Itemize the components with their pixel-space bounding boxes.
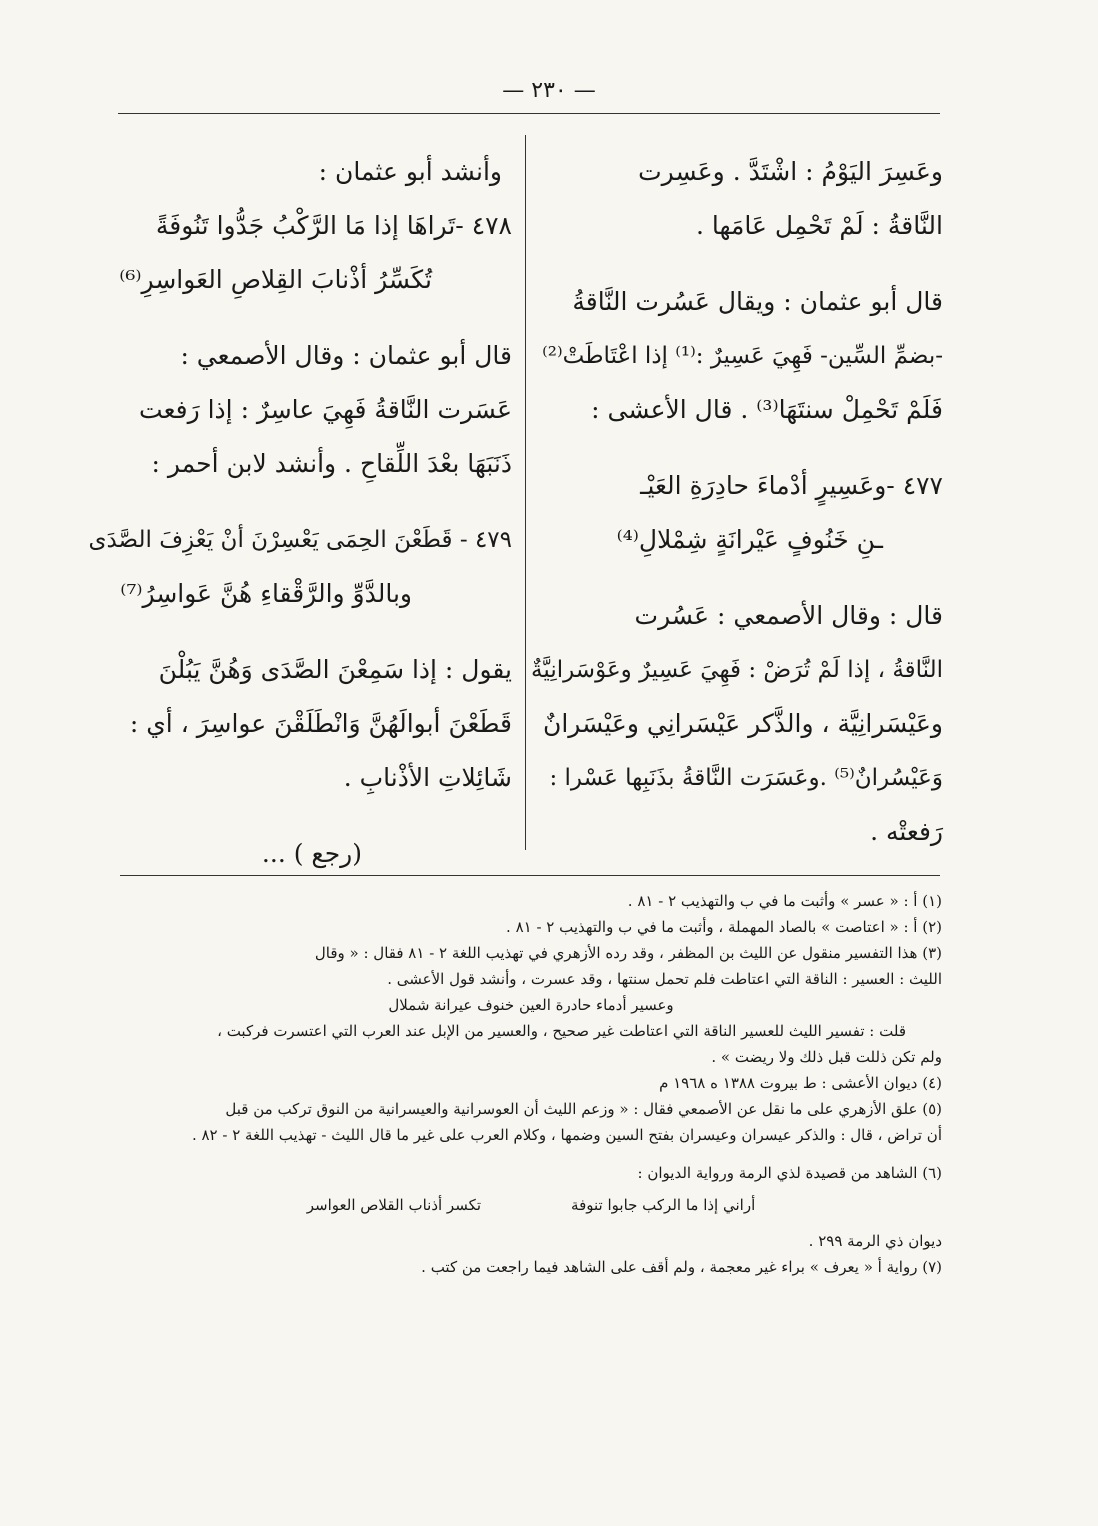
text-line: قال أبو عثمان : وقال الأصمعي : (180, 341, 512, 370)
footnote: (٤) ديوان الأعشى : ط بيروت ١٣٨٨ ه ١٩٦٨ م (659, 1074, 942, 1092)
spacer (120, 805, 512, 827)
footnote: (١) أ : « عسر » وأثبت ما في ب والتهذيب ٢ - ٨١ . (627, 892, 942, 910)
verse-line: تُكَسِّرُ أذْنابَ القِلاصِ العَواسِرِ⁽⁶⁾ (119, 265, 432, 294)
text-line: عَسَرت النَّاقةُ فَهِيَ عاسِرٌ : إذا رَفعت (139, 395, 512, 424)
footnotes (120, 888, 942, 1280)
verse-line: ٤٧٨ -تَراهَا إذا مَا الرَّكْبُ جَدُّوا تَنُوفَةً (155, 211, 512, 240)
footnote-continuation: ولم تكن ذللت قبل ذلك ولا ريضت » . (711, 1048, 942, 1066)
text-line: النَّاقةُ ، إذا لَمْ تُرَضْ : فَهِيَ عَسِيرٌ وعَوْسَرانِيَّةٌ (531, 657, 943, 683)
text-line: يقول : إذا سَمِعْنَ الصَّدَى وَهُنَّ يَبُلْنَ (158, 655, 512, 684)
right-column (531, 145, 943, 859)
footnote-verse-pair (120, 1190, 942, 1220)
footnote-continuation: أن تراض ، قال : والذكر عيسران وعيسران بفتح السين وضمها ، وكلام العرب على غير ما قال الليث - تهذيب اللغة ٢ - ٨٢ . (191, 1126, 942, 1144)
spacer (120, 491, 512, 513)
left-column (88, 145, 512, 881)
spacer (120, 621, 512, 643)
spacer (545, 253, 943, 275)
text-line: -بضمِّ السِّين- فَهِيَ عَسِيرٌ :⁽¹⁾ إذا اعْتَاطَتْ⁽²⁾ (542, 343, 943, 369)
verse-hemistich: أراني إذا ما الركب جابوا تنوفة (571, 1196, 756, 1214)
footnote-continuation: الليث : العسير : الناقة التي اعتاطت فلم تحمل سنتها ، وقد عسرت ، وأنشد قول الأعشى . (387, 970, 942, 988)
verse-line: ٤٧٧ -وعَسِيرٍ أدْماءَ حادِرَةِ العَيْـ (640, 471, 943, 500)
verse-line: ـنِ خَنُوفٍ عَيْرانَةٍ شِمْلالِ⁽⁴⁾ (616, 525, 883, 554)
text-line: وعَسِرَ اليَوْمُ : اشْتَدَّ . وعَسِرت (638, 157, 943, 186)
text-line: وأنشد أبو عثمان : (318, 157, 502, 186)
page-number: — ٢٣٠ — (502, 78, 596, 103)
spacer (120, 1148, 942, 1160)
text-line: شَائِلاتِ الأذْنابِ . (343, 763, 512, 792)
top-rule (118, 113, 940, 114)
text-line: قال أبو عثمان : ويقال عَسُرت النَّاقةُ (572, 287, 943, 316)
footnote: (٥) علق الأزهري على ما نقل عن الأصمعي فقال : « وزعم الليث أن العوسرانية والعيسرانية من النوق تركب من قبل (225, 1100, 942, 1118)
footnote: (٦) الشاهد من قصيدة لذي الرمة ورواية الديوان : (637, 1164, 942, 1182)
footnotes-rule (120, 875, 940, 876)
text-line: قَطَعْنَ أبوالَهُنَّ وَانْطَلَقْنَ عواسِرَ ، أي : (129, 709, 512, 738)
text-line: فَلَمْ تَحْمِلْ سنتَهَا⁽³⁾ . قال الأعشى : (591, 395, 943, 424)
footnote: (٧) رواية أ « يعرف » براء غير معجمة ، ولم أقف على الشاهد فيما راجعت من كتب . (421, 1258, 942, 1276)
footnote-continuation: قلت : تفسير الليث للعسير الناقة التي اعتاطت غير صحيح ، والعسير من الإبل عند العرب التي اعتسرت فركبت ، (217, 1022, 906, 1040)
text-line: رَفعتْه . (870, 817, 943, 846)
column-divider (525, 135, 526, 850)
spacer (120, 307, 512, 329)
text-line: ذَنَبَهَا بعْدَ اللِّقاحِ . وأنشد لابن أحمر : (151, 449, 512, 478)
spacer (545, 567, 943, 589)
text-line: وعَيْسَرانِيَّة ، والذَّكر عَيْسَرانِي وعَيْسَرانٌ (542, 709, 943, 738)
verse-line: ٤٧٩ - قَطَعْنَ الحِمَى يَعْسِرْنَ أنْ يَعْزِفَ الصَّدَى (88, 527, 512, 553)
text-line: وَعَيْسُرانٌ⁽⁵⁾ .وعَسَرَت النَّاقةُ بذَنَبِها عَسْرا : (549, 765, 943, 791)
footnote-verse: وعسير أدماء حادرة العين خنوف عيرانة شملال (388, 996, 674, 1014)
text-line: قال : وقال الأصمعي : عَسُرت (634, 601, 943, 630)
spacer (545, 437, 943, 459)
verse-hemistich: تكسر أذناب القلاص العواسر (306, 1196, 482, 1214)
footnote: (٢) أ : « اعتاصت » بالصاد المهملة ، وأثبت ما في ب والتهذيب ٢ - ٨١ . (506, 918, 942, 936)
verse-line: وبالدَّوِّ والرَّقْقاءِ هُنَّ عَواسِرُ⁽⁷⁾ (120, 579, 412, 608)
text-line: النَّاقةُ : لَمْ تَحْمِل عَامَها . (696, 211, 943, 240)
footnote-continuation: ديوان ذي الرمة ٢٩٩ . (808, 1232, 942, 1250)
footnote: (٣) هذا التفسير منقول عن الليث بن المظفر ، وقد رده الأزهري في تهذيب اللغة ٢ - ٨١ فقال : « وقال (314, 944, 942, 962)
continuation-marker: (رجع ) ... (261, 839, 362, 868)
